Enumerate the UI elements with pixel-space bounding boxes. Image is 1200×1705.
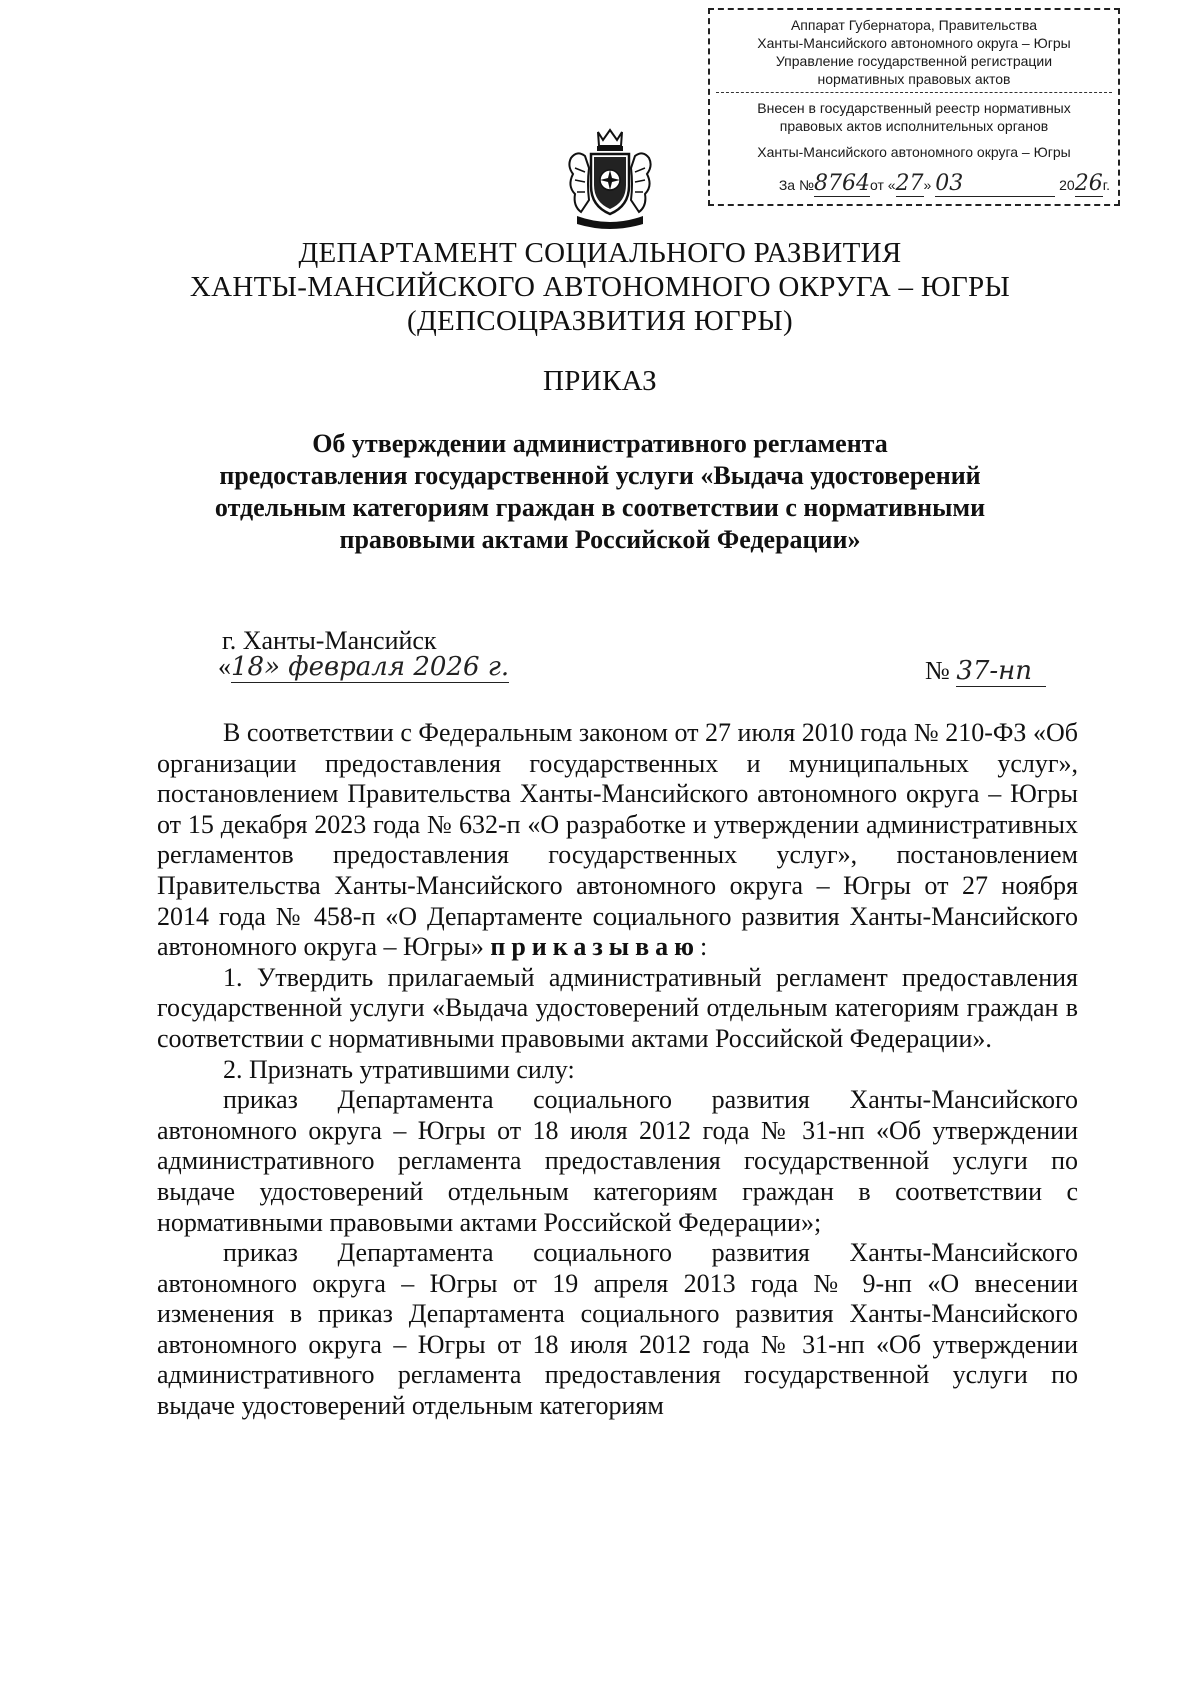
date-open-quote: «: [218, 652, 231, 681]
stamp-line: Управление государственной регистрации: [775, 53, 1053, 69]
paragraph-repealed-2: приказ Департамента социального развития Ханты-Мансийского автономного округа – Югры от 19 апреля 2013 года № 9-нп «О внесении изменения в приказ Департамента социального развития Ханты-Мансийского автономного округа – Югры от 18 июля 2012 года № 31-нп «Об утверждении административного регламента предоставления государственной услуги по выдаче удостоверений отдельным категориям: [157, 1238, 1078, 1421]
stamp-line: Ханты-Мансийского автономного округа – Югры: [757, 144, 1071, 160]
stamp-reg-suffix: г.: [1102, 177, 1110, 193]
stamp-reg-from: от «: [869, 177, 896, 193]
order-colon: :: [700, 932, 708, 962]
department-name-line-1: ДЕПАРТАМЕНТ СОЦИАЛЬНОГО РАЗВИТИЯ: [298, 237, 902, 269]
stamp-reg-year-prefix: 20: [1059, 177, 1075, 193]
stamp-line: Аппарат Губернатора, Правительства: [790, 17, 1038, 33]
order-title-line-2: предоставления государственной услуги «Выдача удостоверений: [219, 461, 981, 490]
city: г. Ханты-Мансийск: [222, 626, 437, 655]
order-title-line-3: отдельным категориям граждан в соответствии с нормативными: [214, 493, 986, 522]
stamp-reg-number: 8764: [813, 171, 870, 196]
order-number: [925, 656, 1046, 687]
stamp-reg-month: 03: [935, 171, 1055, 197]
stamp-registration-line: [710, 171, 1118, 197]
paragraph-repealed-1: приказ Департамента социального развития Ханты-Мансийского автономного округа – Югры от 18 июля 2012 года № 31-нп «Об утверждении административного регламента предоставления государственной услуги по выдаче удостоверений отдельным категориям граждан в соответствии с нормативными правовыми актами Российской Федерации»;: [157, 1085, 1078, 1237]
paragraph-item-1: 1. Утвердить прилагаемый административный регламент предоставления государственной услуги «Выдача удостоверений отдельным категориям граждан в соответствии с нормативными правовыми актами Российской Федерации».: [157, 962, 1078, 1053]
document-type: ПРИКАЗ: [543, 365, 657, 397]
paragraph-item-2: 2. Признать утратившими силу:: [223, 1054, 575, 1084]
stamp-reg-day: 27: [895, 171, 924, 196]
stamp-line: Ханты-Мансийского автономного округа – Югры: [757, 35, 1071, 51]
order-title-line-4: правовыми актами Российской Федерации»: [339, 525, 861, 554]
number-label: №: [925, 656, 950, 685]
stamp-line: нормативных правовых актов: [817, 71, 1011, 87]
registration-stamp: [708, 8, 1120, 206]
stamp-divider: [716, 92, 1112, 93]
coat-of-arms-icon: [563, 128, 657, 232]
date-day: 18: [231, 652, 265, 682]
department-name-line-2: ХАНТЫ-МАНСИЙСКОГО АВТОНОМНОГО ОКРУГА – ЮГРЫ: [189, 271, 1011, 303]
stamp-reg-year: 26: [1074, 171, 1103, 196]
stamp-reg-prefix: За №: [778, 177, 814, 193]
order-date: [218, 652, 509, 683]
number-value: 37-нп: [956, 656, 1046, 687]
paragraph-preamble: [157, 718, 1078, 963]
stamp-line: правовых актов исполнительных органов: [779, 118, 1049, 134]
department-short-name: (ДЕПСОЦРАЗВИТИЯ ЮГРЫ): [407, 305, 793, 337]
order-body: [157, 718, 1078, 1422]
order-title-line-1: Об утверждении административного регламента: [312, 429, 888, 458]
stamp-reg-close: »: [923, 177, 932, 193]
date-rest: » февраля 2026 г.: [264, 652, 510, 682]
order-word: приказываю: [490, 932, 701, 962]
stamp-line: Внесен в государственный реестр нормативных: [757, 100, 1071, 116]
preamble-text: В соответствии с Федеральным законом от 27 июля 2010 года № 210-ФЗ «Об организации предоставления государственных и муниципальных услуг», постановлением Правительства Ханты-Мансийского автономного округа – Югры от 15 декабря 2023 года № 632-п «О разработке и утверждении административных регламентов предоставления государственных услуг», постановлением Правительства Ханты-Мансийского автономного округа – Югры от 27 ноября 2014 года № 458-п «О Департаменте социального развития Ханты-Мансийского автономного округа – Югры»: [157, 718, 1078, 962]
